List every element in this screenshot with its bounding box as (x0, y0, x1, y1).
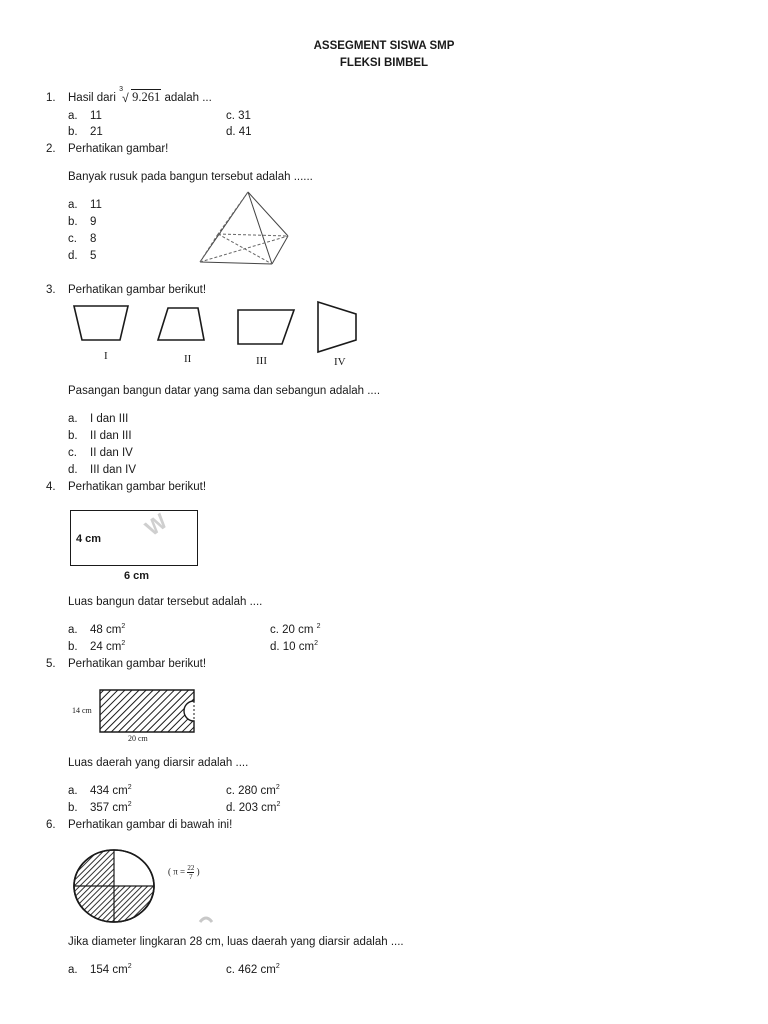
q4-prompt: Perhatikan gambar berikut! (68, 481, 207, 493)
q3-prompt: Perhatikan gambar berikut! (68, 284, 207, 296)
q6-option-c: c. 462 $cm^2$ (226, 963, 280, 976)
shape-label-iv: IV (334, 356, 346, 368)
q2-option-c: 8 (90, 233, 97, 245)
q4-option-b-label: b. (68, 641, 78, 653)
q6-number: 6. (46, 819, 56, 831)
q3-number: 3. (46, 284, 56, 296)
q5-option-b-label: b. (68, 802, 78, 814)
q5-option-c: c. 280 $cm^2$ (226, 784, 280, 797)
q4-option-a: 48 $cm^2$ (90, 623, 126, 636)
q2-option-a-label: a. (68, 199, 78, 211)
q3-option-a-label: a. (68, 413, 78, 425)
hatched-rectangle-width-label: 20 cm (128, 734, 148, 743)
q1-option-c: c. 31 (226, 110, 251, 122)
q5-question: Luas daerah yang diarsir adalah .... (68, 757, 249, 769)
q1-option-d: d. 41 (226, 126, 252, 138)
q4-option-b: 24 $cm^2$ (90, 640, 126, 653)
pi-note (168, 864, 200, 881)
shape-i (74, 306, 128, 340)
q1-number: 1. (46, 92, 56, 104)
rectangle-width-label: 6 cm (124, 570, 150, 582)
q1-option-b: 21 (90, 126, 103, 138)
q1-prefix: Hasil dari (68, 92, 120, 104)
q5-option-a-label: a. (68, 785, 78, 797)
q2-option-d-label: d. (68, 250, 78, 262)
q3-option-c-label: c. (68, 447, 77, 459)
hatched-rectangle-figure (98, 688, 198, 734)
q3-option-d: III dan IV (90, 464, 137, 476)
q1-option-a: 11 (90, 110, 102, 122)
q3-option-d-label: d. (68, 464, 78, 476)
hatched-rectangle-height-label: 14 cm (72, 706, 92, 715)
q4-option-a-label: a. (68, 624, 78, 636)
q6-prompt: Perhatikan gambar di bawah ini! (68, 819, 233, 831)
q2-prompt: Perhatikan gambar! (68, 143, 169, 155)
q6-option-a: 154 $cm^2$ (90, 963, 132, 976)
q4-number: 4. (46, 481, 56, 493)
q2-option-b: 9 (90, 216, 97, 228)
q1-cube-root (119, 86, 161, 105)
q5-prompt: Perhatikan gambar berikut! (68, 658, 207, 670)
q5-option-b: 357 $cm^2$ (90, 801, 132, 814)
pi-open: ( π = (168, 866, 186, 877)
q5-option-d: d. 203 $cm^2$ (226, 801, 281, 814)
q2-option-d: 5 (90, 250, 97, 262)
q2-question: Banyak rusuk pada bangun tersebut adalah ...... (68, 171, 313, 183)
hatched-circle-figure (72, 848, 156, 924)
q5-number: 5. (46, 658, 56, 670)
scan-mark-decoration (198, 914, 214, 924)
q3-shapes-figure (70, 300, 370, 370)
q5-option-a: 434 $cm^2$ (90, 784, 132, 797)
shape-label-i: I (104, 350, 108, 362)
pi-close: ) (196, 866, 200, 877)
shape-iv (318, 302, 356, 352)
shape-label-iii: III (256, 355, 267, 367)
shape-label-ii: II (184, 353, 192, 365)
shape-ii (158, 308, 204, 340)
q1-option-b-label: b. (68, 126, 78, 138)
watermark: W (140, 508, 172, 541)
q1-prompt (68, 86, 212, 105)
q2-option-b-label: b. (68, 216, 78, 228)
q1-suffix: adalah ... (161, 92, 212, 104)
q1-root-index: 3 (119, 86, 124, 93)
q3-option-a: I dan III (90, 413, 129, 425)
shape-iii (238, 310, 294, 344)
q2-number: 2. (46, 143, 56, 155)
page-title: ASSEGMENT SISWA SMP (313, 40, 455, 52)
page-subtitle: FLEKSI BIMBEL (339, 57, 429, 69)
q1-option-a-label: a. (68, 110, 78, 122)
q3-question: Pasangan bangun datar yang sama dan sebangun adalah .... (68, 385, 381, 397)
q1-radical-sign: √ (122, 91, 129, 105)
q2-option-a: 11 (90, 199, 102, 211)
q3-option-b: II dan III (90, 430, 132, 442)
q4-option-d: d. 10 $cm^2$ (270, 640, 319, 653)
q3-option-c: II dan IV (90, 447, 133, 459)
pi-fraction: $\frac{22}{7}$ (187, 864, 195, 881)
q6-option-a-label: a. (68, 964, 78, 976)
q4-option-c: c. 20 cm $^2$ (270, 623, 321, 636)
q4-question: Luas bangun datar tersebut adalah .... (68, 596, 263, 608)
q2-option-c-label: c. (68, 233, 77, 245)
q6-question: Jika diameter lingkaran 28 cm, luas daerah yang diarsir adalah .... (68, 936, 404, 948)
pyramid-figure (196, 190, 292, 270)
q1-radicand: 9.261 (132, 90, 161, 104)
q3-option-b-label: b. (68, 430, 78, 442)
rectangle-height-label: 4 cm (76, 533, 102, 545)
